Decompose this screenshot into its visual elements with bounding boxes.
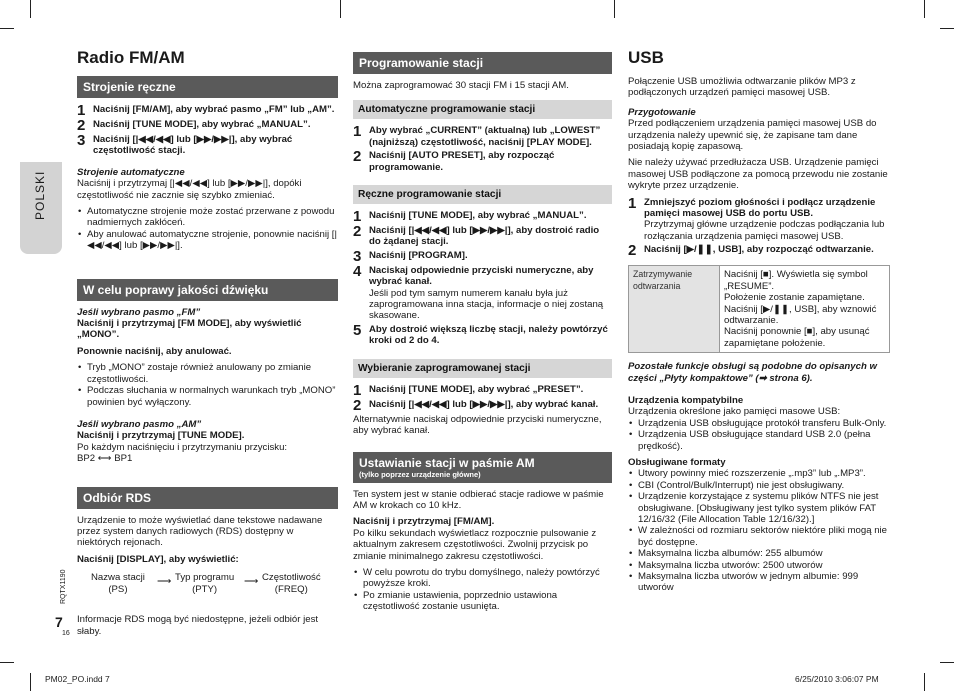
- list-item: • Aby anulować automatyczne strojenie, ponownie naciśnij [|◀◀/◀◀] lub [▶▶/▶▶|].: [87, 229, 338, 252]
- header-programming: Programowanie stacji: [353, 52, 612, 74]
- list-item: • Maksymalna liczba utworów: 2500 utworów: [638, 560, 890, 571]
- subheading-auto-tuning: Strojenie automatyczne: [77, 166, 185, 178]
- step: 2 Naciśnij [AUTO PRESET], aby rozpocząć programowanie.: [353, 148, 555, 173]
- bullet-list: [77, 206, 338, 252]
- paragraph: Informacje RDS mogą być niedostępne, jeżeli odbiór jest słaby.: [77, 614, 319, 637]
- section-title-radio: Radio FM/AM: [77, 48, 185, 67]
- header-manual-tuning: Strojenie ręczne: [77, 76, 338, 98]
- crop-mark: [0, 28, 14, 29]
- column-presets: [353, 52, 612, 618]
- list-item: • CBI (Control/Bulk/Interrupt) nie jest obsługiwany.: [638, 480, 890, 491]
- step: 3 Naciśnij [|◀◀/◀◀] lub [▶▶/▶▶|], aby wybrać częstotliwość stacji.: [77, 132, 293, 157]
- subheading-am: Jeśli wybrano pasmo „AM”: [77, 418, 202, 430]
- step: 1 Naciśnij [TUNE MODE], aby wybrać „PRESET”.: [353, 381, 584, 399]
- list-item: • W zależności od rozmiaru sektorów niektóre pliki mogą nie być dostępne.: [638, 525, 890, 548]
- list-item: • Podczas słuchania w normalnych warunkach tryb „MONO” powinien być wyłączony.: [87, 385, 338, 408]
- header-am-step: Ustawianie stacji w paśmie AM (tylko poprzez urządzenie główne): [353, 452, 612, 483]
- crop-mark: [614, 0, 615, 18]
- section-title-usb: USB: [628, 48, 664, 67]
- crop-mark: [940, 28, 954, 29]
- step: 2 Naciśnij [|◀◀/◀◀] lub [▶▶/▶▶|], aby wybrać kanał.: [353, 396, 599, 414]
- rds-flow: [77, 570, 338, 610]
- bullet-list: [628, 468, 890, 593]
- crop-mark: [30, 0, 31, 18]
- table-key: Zatrzymywanie odtwarzania: [629, 266, 720, 353]
- flow-item: Typ programu (PTY): [175, 572, 235, 595]
- list-item: • Maksymalna liczba albumów: 255 albumów: [638, 548, 890, 559]
- bullet-list: [353, 567, 612, 613]
- language-tab: [20, 162, 62, 254]
- crop-mark: [924, 0, 925, 18]
- doc-code: RQTX1190: [60, 569, 67, 604]
- header-manual-programming: Ręczne programowanie stacji: [353, 185, 612, 204]
- paragraph: Przed podłączeniem urządzenia pamięci masowej USB do urządzenia należy upewnić się, że zapisane tam dane posiadają kopię zapasową.: [628, 118, 877, 153]
- list-item: • W celu powrotu do trybu domyślnego, należy powtórzyć powyższe kroki.: [363, 567, 612, 590]
- list-item: • Automatyczne strojenie może zostać przerwane z powodu nadmiernych zakłóceń.: [87, 206, 338, 229]
- paragraph: Naciśnij i przytrzymaj [TUNE MODE].: [77, 430, 245, 442]
- flow-item: Częstotliwość (FREQ): [262, 572, 321, 595]
- step: 2 Naciśnij [▶/❚❚, USB], aby rozpocząć odtwarzanie.: [628, 242, 874, 260]
- paragraph: Ponownie naciśnij, aby anulować.: [77, 345, 232, 357]
- paragraph: Alternatywnie naciskaj odpowiednie przyciski numeryczne, aby wybrać kanał.: [353, 413, 602, 437]
- table-value: Naciśnij [■]. Wyświetla się symbol „RESUME”. Położenie zostanie zapamiętane. Naciśnij [▶/❚❚, USB], aby wznowić odtwarzanie. Naciśnij ponownie [■], aby usunąć zapamiętane położenie.: [720, 266, 890, 353]
- header-rds: Odbiór RDS: [77, 487, 338, 509]
- header-select-preset: Wybieranie zaprogramowanej stacji: [353, 359, 612, 378]
- step: 1 Aby wybrać „CURRENT” (aktualną) lub „LOWEST” (najniższą) częstotliwość, naciśnij [PLAY MODE].: [353, 123, 601, 148]
- step: 5 Aby dostroić większą liczbę stacji, należy powtórzyć kroki od 2 do 4.: [353, 321, 608, 347]
- column-radio: [77, 48, 338, 642]
- subheading-compatible: Urządzenia kompatybilne: [628, 394, 744, 406]
- step: 3 Naciśnij [PROGRAM].: [353, 247, 468, 265]
- step: 2 Naciśnij [|◀◀/◀◀] lub [▶▶/▶▶|], aby dostroić radio do żądanej stacji.: [353, 223, 600, 248]
- header-auto-programming: Automatyczne programowanie stacji: [353, 100, 612, 119]
- page-subnumber: 16: [62, 630, 70, 637]
- step: 2 Naciśnij [TUNE MODE], aby wybrać „MANUAL”.: [77, 117, 311, 134]
- list-item: • Urządzenia USB obsługujące standard USB 2.0 (pełna prędkość).: [638, 429, 890, 452]
- paragraph: Naciśnij [DISPLAY], aby wyświetlić:: [77, 553, 239, 565]
- paragraph: Połączenie USB umożliwia odtwarzanie plików MP3 z podłączonych urządzeń pamięci masowej USB.: [628, 76, 856, 99]
- list-item: • Tryb „MONO” zostaje również anulowany po zmianie częstotliwości.: [87, 362, 338, 385]
- bullet-list: [77, 362, 338, 408]
- list-item: • Urządzenia USB obsługujące protokół transferu Bulk-Only.: [638, 418, 890, 429]
- header-sound-quality: W celu poprawy jakości dźwięku: [77, 279, 338, 301]
- language-label: POLSKI: [33, 170, 47, 220]
- flow-item: Nazwa stacji (PS): [91, 572, 145, 595]
- footer-file: PM02_PO.indd 7: [45, 674, 110, 684]
- list-item: • Maksymalna liczba utworów w jednym albumie: 999 utworów: [638, 571, 890, 594]
- crop-mark: [924, 673, 925, 691]
- crop-mark: [0, 662, 14, 663]
- arrow-right-icon: ⟶: [244, 576, 259, 588]
- paragraph: Po każdym naciśnięciu i przytrzymaniu przycisku:: [77, 441, 288, 453]
- note-other-functions: Pozostałe funkcje obsługi są podobne do opisanych w części „Płyty kompaktowe” (➡ strona 6).: [628, 361, 877, 384]
- list-item: • Po zmianie ustawienia, poprzednio ustawiona częstotliwość zostanie usunięta.: [363, 590, 612, 613]
- paragraph: Ten system jest w stanie odbierać stacje radiowe w paśmie AM w krokach co 10 kHz.: [353, 488, 604, 511]
- crop-mark: [340, 0, 341, 18]
- subheading-preparation: Przygotowanie: [628, 106, 696, 118]
- paragraph: Urządzenie to może wyświetlać dane tekstowe nadawane przez system danych radiowych (RDS) dostępny w niektórych rejonach.: [77, 514, 323, 549]
- arrow-right-icon: ⟶: [157, 576, 172, 588]
- paragraph: Można zaprogramować 30 stacji FM i 15 stacji AM.: [353, 80, 569, 91]
- paragraph: Po kilku sekundach wyświetlacz rozpocznie pulsowanie z aktualnym zakresem częstotliwości. Zwolnij przycisk po zmianie minimalnego zakresu częstotliwości.: [353, 527, 597, 562]
- paragraph: Nie należy używać przedłużacza USB. Urządzenie pamięci masowej USB podłączone za pomocą przewodu nie zostanie wykryte przez urządzenie.: [628, 157, 888, 192]
- step: 1 Zmniejszyć poziom głośności i podłącz urządzenie pamięci masowej USB do portu USB. Przytrzymaj główne urządzenie podczas podłączania lub rozłączania urządzenia pamięci masowej USB.: [628, 194, 885, 242]
- paragraph: Naciśnij i przytrzymaj [|◀◀/◀◀] lub [▶▶/▶▶|], dopóki częstotliwość nie zacznie się szybko zmieniać.: [77, 178, 302, 201]
- footer-date: 6/25/2010 3:06:07 PM: [795, 674, 879, 684]
- subheader: (tylko poprzez urządzenie główne): [359, 469, 481, 479]
- crop-mark: [30, 673, 31, 691]
- bp-cycle: BP2 ⟷ BP1: [77, 453, 133, 465]
- step: 1 Naciśnij [FM/AM], aby wybrać pasmo „FM” lub „AM”.: [77, 102, 335, 119]
- subheading-formats: Obsługiwane formaty: [628, 456, 726, 468]
- page-number: 7: [55, 614, 63, 630]
- paragraph: Urządzenia określone jako pamięci masowe USB:: [628, 406, 841, 418]
- bullet-list: [628, 418, 890, 452]
- subheading-fm: Jeśli wybrano pasmo „FM”: [77, 306, 201, 318]
- paragraph: Naciśnij i przytrzymaj [FM MODE], aby wyświetlić „MONO”.: [77, 318, 302, 341]
- stop-playback-table: [628, 265, 890, 353]
- list-item: • Urządzenie korzystające z systemu plików NTFS nie jest obsługiwane. [Obsługiwany jest tylko system plików FAT 12/16/32 (File Allocation Table 12/16/32).]: [638, 491, 890, 525]
- step: 4 Naciskaj odpowiednie przyciski numeryczne, aby wybrać kanał. Jeśli pod tym samym numerem kanału była już zaprogramowana inna stacja, informacje o niej zostaną skasowane.: [353, 262, 604, 322]
- list-item: • Utwory powinny mieć rozszerzenie „.mp3” lub „.MP3”.: [638, 468, 890, 479]
- column-usb: [628, 48, 890, 599]
- paragraph: Naciśnij i przytrzymaj [FM/AM].: [353, 516, 495, 528]
- step: 1 Naciśnij [TUNE MODE], aby wybrać „MANUAL”.: [353, 208, 587, 226]
- crop-mark: [940, 662, 954, 663]
